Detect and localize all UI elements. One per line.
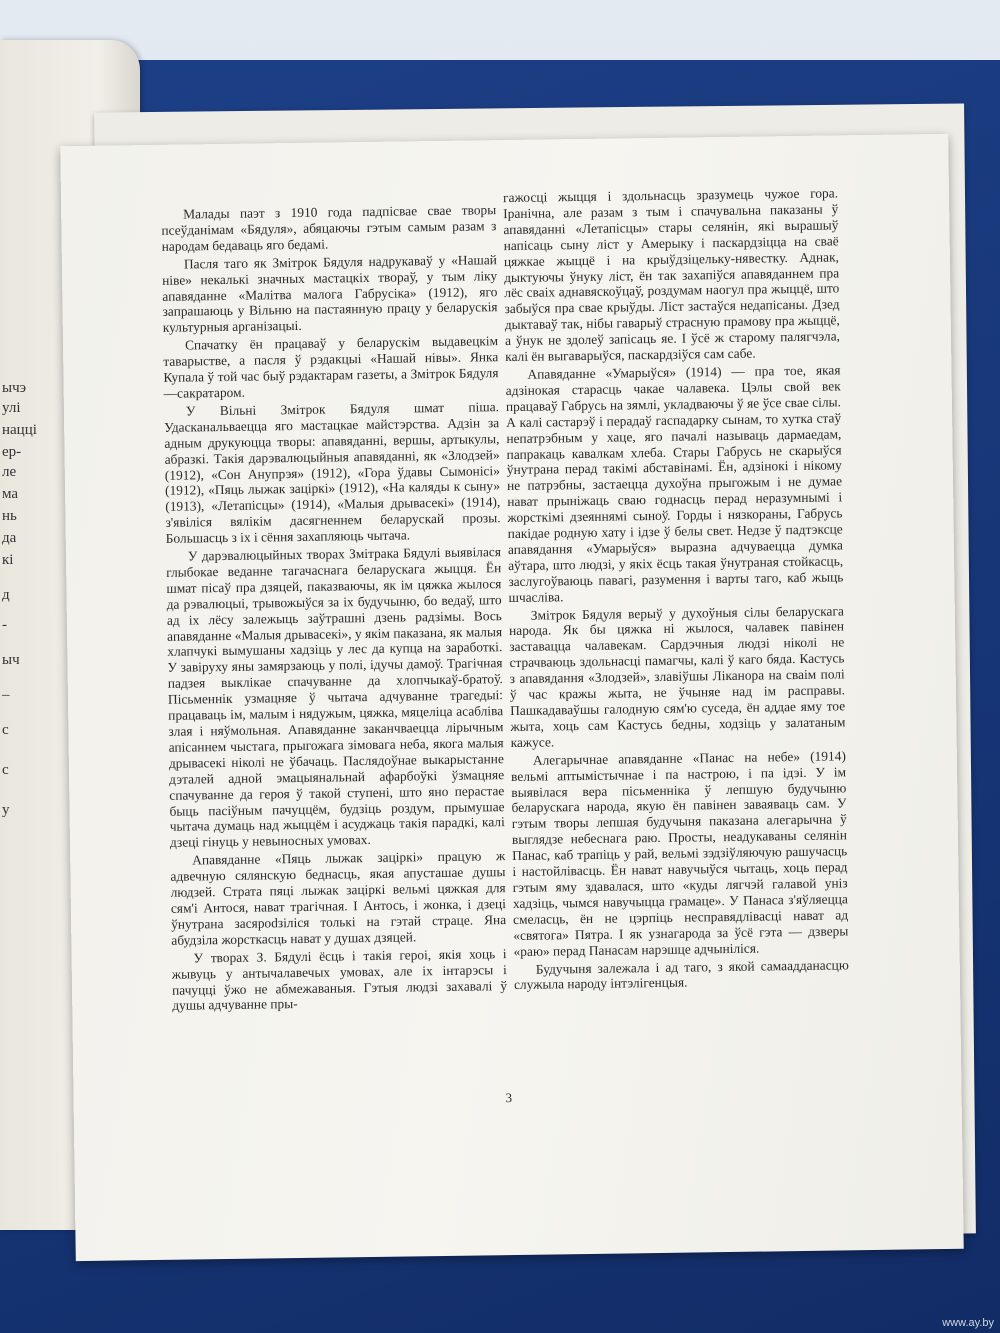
text-fragment: с bbox=[2, 722, 9, 738]
paragraph: У дарэвалюцыйных творах Змітрака Бядулі выявілася глыбокае веданне тагачаснага беларускага жыцця. Ён шмат пісаў пра дзяцей, паказваючы, як ім цяжка жылося да рэвалюцыі, трывожыўся за іх будучыню, бо ведаў, што ад іх лёсу залежыць заўтрашні дзень радзімы. Вось апавяданне «Малыя дрывасекі», у якім паказана, як малыя хлапчукі вымушаны хадзіць у лес да купца на заработкі. У завіруху яны замярзаюць у полі, ідучы дамоў. Трагічная падзея выклікае спачуванне да хлопчыкаў-братоў. Пісьменнік узмацняе ў чытача адчуванне трагедыі: працаваць ім, малым і нядужым, цяжка, мяцеліца асабліва злая і няўмольная. Апавяданне заканчваецца лірычным апісаннем чыстага, прыгожага зімовага неба, якога малыя дрывасекі ніколі не ўбачаць. Паслядоўнае выкарыстанне дэталей адной эмацыянальнай афарбоўкі ўзмацняе спачуванне да героя ў такой ступені, што яно перастае быць пасіўным пачуццём, будзіць роздум, прымушае чытача думаць над жыццём і асуджаць такія парадкі, калі дзеці гінуць у невыносных умовах. bbox=[166, 544, 505, 851]
left-text-column bbox=[161, 202, 507, 1016]
text-fragment: кі bbox=[2, 552, 14, 568]
text-fragment: нь bbox=[2, 508, 17, 524]
printed-page bbox=[60, 134, 963, 1261]
text-fragment: да bbox=[2, 530, 17, 546]
paragraph: Алегарычнае апавяданне «Панас на небе» (1914) вельмі аптымістычнае і па настрою, і па ідэі. У ім выявілася вера пісьменніка ў лепшую будучыню беларускага народа, якую ён павінен заваяваць сам. У гэтым творы лепшая будучыня паказана алегарычна ў выглядзе небеснага раю. Просты, неадукаваны селянін Панас, каб трапіць у рай, вельмі зэдзіўляючую рашучасць і настойлівасць. Ён нават навучыўся чытаць, хоць перад гэтым яму здавалася, што «куды лягчэй галавой уніз хадзіць, чымся навучыцца грамаце». У Панаса з'яўляецца смеласць, ён не цэрпіць несправядлівасці нават ад «святога» Пятра. І як узнагарода за ўсё гэта — дзверы «раю» перад Панасам нарэшце адчыніліся. bbox=[510, 748, 849, 959]
paragraph: Апавяданне «Пяць лыжак заціркі» працую ж адвечную сялянскую беднасць, якая апусташае душы людзей. Страта пяці лыжак заціркі вельмі цяжкая для сям'і Антося, нават трагічная. І Антось, і жонка, і дзеці ўнутрана засярodзіліся толькі на гэтай страце. Яна абудзіла жорсткасць нават у душах дзяцей. bbox=[170, 848, 507, 948]
text-fragment: ыч bbox=[2, 652, 20, 668]
paragraph: Малады паэт з 1910 года падпісвае свае творы псеўданімам «Бядуля», абяцаючы гэтым самым разам з народам бедаваць яго бедамі. bbox=[161, 202, 497, 254]
text-fragment: ле bbox=[2, 464, 17, 480]
paragraph: Пасля таго як Змітрок Бядуля надрукаваў у «Нашай ніве» некалькі значных мастацкіх твораў, у тым ліку апавяданне «Малітва малога Габрусіка» (1912), яго запрашаюць у Вільню на пастаянную працу у беларускія культурныя арганізацыі. bbox=[162, 251, 498, 336]
paragraph: Апавяданне «Умарыўся» (1914) — пра тое, якая адзінокая старасць чакае чалавека. Цэлы свой век працаваў Габрусь на зямлі, укладваючы ў яе ўсе свае сілы. А калі састарэў і перадаў гаспадарку сынам, то хутка стаў непатрэбным у хаце, яго пачалі называць дармаедам, папракаць кавалкам хлеба. Стары Габрусь не скарыўся ўнутрана перад такімі абставінамі. Ён, адзінокі і нікому не патрэбны, застаецца духоўна прыгожым і не думае нават прыніжаць сваю годнасць перад неразумнымі і жорсткімі дзеяннямі сыноў. Горды і нязкораны, Габрусь пакідае родную хату і ідзе ў белы свет. Недзе ў падтэксце апавядання «Умарыўся» выразна адчуваецца думка аўтара, што людзі, у якіх ёсць такая ўнутраная стойкасць, заслугоўваюць павагі, разумення і варты таго, каб жыць шчасліва. bbox=[505, 362, 844, 605]
text-fragment: ер- bbox=[2, 444, 22, 460]
text-fragment: _ bbox=[2, 682, 10, 698]
paragraph: Будучыня залежала і ад таго, з якой самаадданасцю служыла народу інтэлігенцыя. bbox=[513, 956, 849, 993]
watermark: www.ay.by bbox=[942, 1317, 994, 1329]
paragraph: гажосці жыцця і здольнасць зразумець чужое гора. Іранічна, але разам з тым і спачувальна паказаны ў апавяданні «Летапісцы» стары селянін, які вырашыў напісаць сыну ліст у Амерыку і паскардзіцца на сваё цяжкае жыццё і на крыўдзіцельку-нявестку. Аднак, дыктуючы ўнуку ліст, ён так захапіўся апавяданнем пра лёс сваіх аднавяскоўцаў, роздумам наогул пра жыццё, што забыўся пра свае крыўды. Ліст застаўся недапісаны. Дзед дыктаваў так, нібы гаварыў страсную прамову пра жыццё, а ўнук не здолеў запісаць яе. І ўсё ж старому палягчэла, калі ён выгаварыўся, паскардзіўся сам сабе. bbox=[502, 185, 841, 365]
paragraph: Спачатку ён працаваў у беларускім выдавецкім таварыстве, а пасля ў рэдакцыі «Нашай нівы». Янка Купала ў той час быў рэдактарам газеты, а Змітрок Бядуля—сакратаром. bbox=[163, 333, 499, 401]
paragraph: Змітрок Бядуля верыў у духоўныя сілы беларускага народа. Як бы цяжка ні жылося, чалавек павінен заставацца чалавекам. Сардэчныя людзі ніколі не страчваюць здольнасці памагчы, калі ў каго бяда. Кастусь з апавядання «Злодзей», злавіўшы Лiканора на сваім полі ў час кражы жыта, не ўчыняе над ім расправы. Пашкадаваўшы галодную сям'ю суседа, ён аддае яму тое жыта, хоць сам Кастусь бедны, ходзіць у залатаным кажусе. bbox=[508, 602, 846, 750]
paragraph: У Вільні Змітрок Бядуля шмат піша. Удасканальваецца яго мастацкае майстэрства. Адзін за адным друкуюцца творы: апавяданні, вершы, артыкулы, абразкі. Такія дарэвалюцыйныя апавяданні, як «Злодзей» (1912), «Сон Анупрэя» (1912), «Гора ўдавы Сымонісі» (1912), «Пяць лыжак заціркі» (1912), «На каляды к сыну» (1913), «Летапісцы» (1914), «Малыя дрывасекі» (1914), з'явіліся вялікім дасягненнем беларускай прозы. Большасць з іх і сёння захапляюць чытача. bbox=[164, 399, 501, 546]
page-number: 3 bbox=[505, 1090, 513, 1106]
text-fragment: с bbox=[2, 762, 9, 778]
right-text-column bbox=[503, 185, 849, 995]
text-fragment: улі bbox=[2, 400, 21, 416]
text-fragment: ма bbox=[2, 486, 19, 502]
text-fragment: ычэ bbox=[2, 380, 27, 396]
paragraph: У творах З. Бядулі ёсць і такія героі, якія хоць і жывуць у антычалавечых умовах, але іх інтарэсы і пачуцці ўжо не абмежаваныя. Гэтыя людзі захавалі ў душы адчуванне пры- bbox=[171, 945, 508, 1014]
text-fragment: - bbox=[2, 617, 7, 633]
text-fragment: у bbox=[2, 802, 10, 818]
text-fragment: нацці bbox=[2, 422, 37, 438]
text-fragment: д bbox=[2, 587, 10, 603]
